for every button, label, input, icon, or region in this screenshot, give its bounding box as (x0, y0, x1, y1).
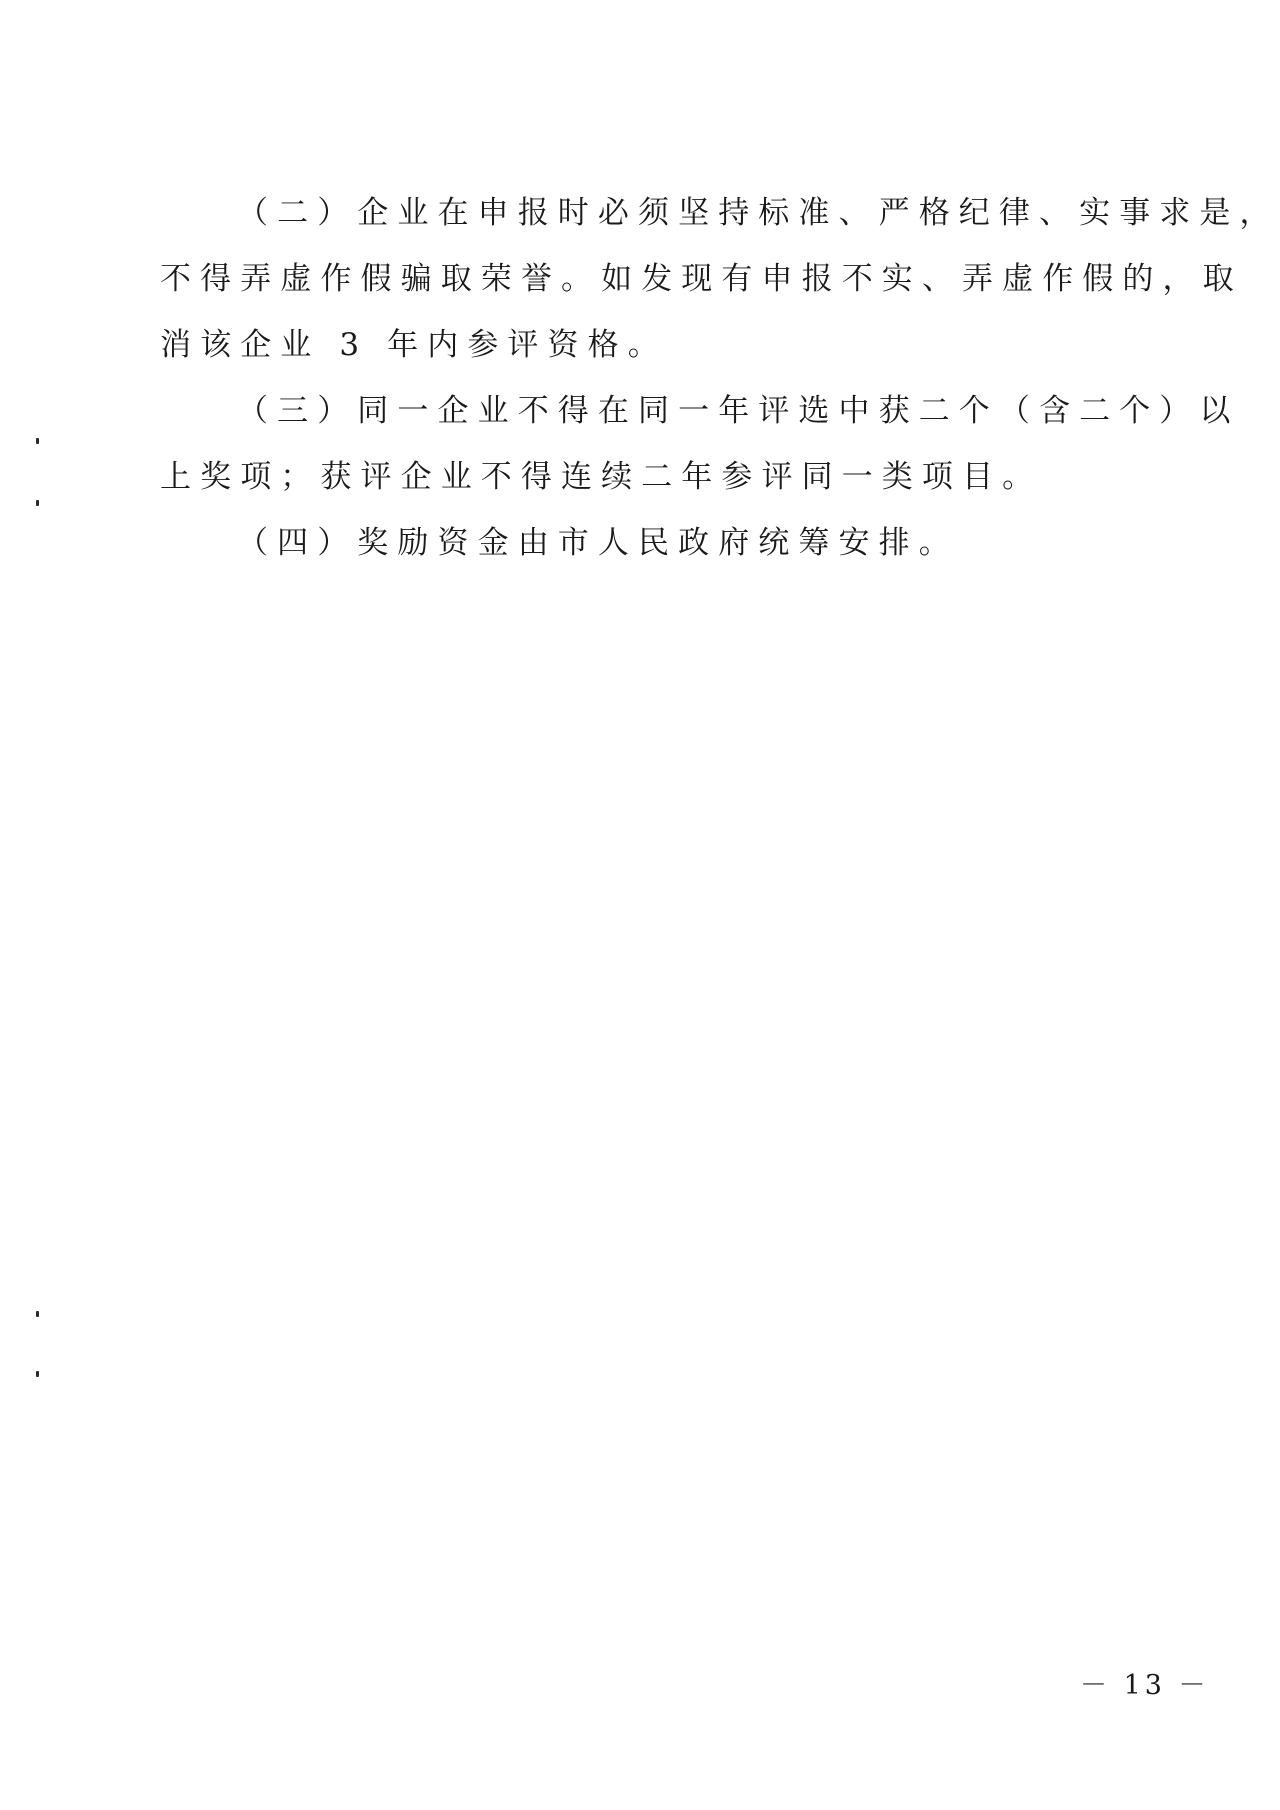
scan-speck (36, 438, 39, 444)
paragraph-2-line-1: （二）企业在申报时必须坚持标准、严格纪律、实事求是， (237, 195, 1280, 231)
paragraph-2-line-3: 消该企业 3 年内参评资格。 (160, 327, 668, 363)
scan-speck (36, 1371, 39, 1377)
paragraph-2-line-2: 不得弄虚作假骗取荣誉。如发现有申报不实、弄虚作假的，取 (160, 261, 1243, 297)
paragraph-3-line-1: （三）同一企业不得在同一年评选中获二个（含二个）以 (237, 393, 1240, 429)
scan-speck (36, 500, 39, 506)
paragraph-3-line-2: 上奖项；获评企业不得连续二年参评同一类项目。 (160, 459, 1043, 495)
paragraph-4-line-1: （四）奖励资金由市人民政府统筹安排。 (237, 525, 959, 561)
scan-speck (36, 1311, 39, 1317)
page-number: － 13 － (1080, 1670, 1210, 1701)
